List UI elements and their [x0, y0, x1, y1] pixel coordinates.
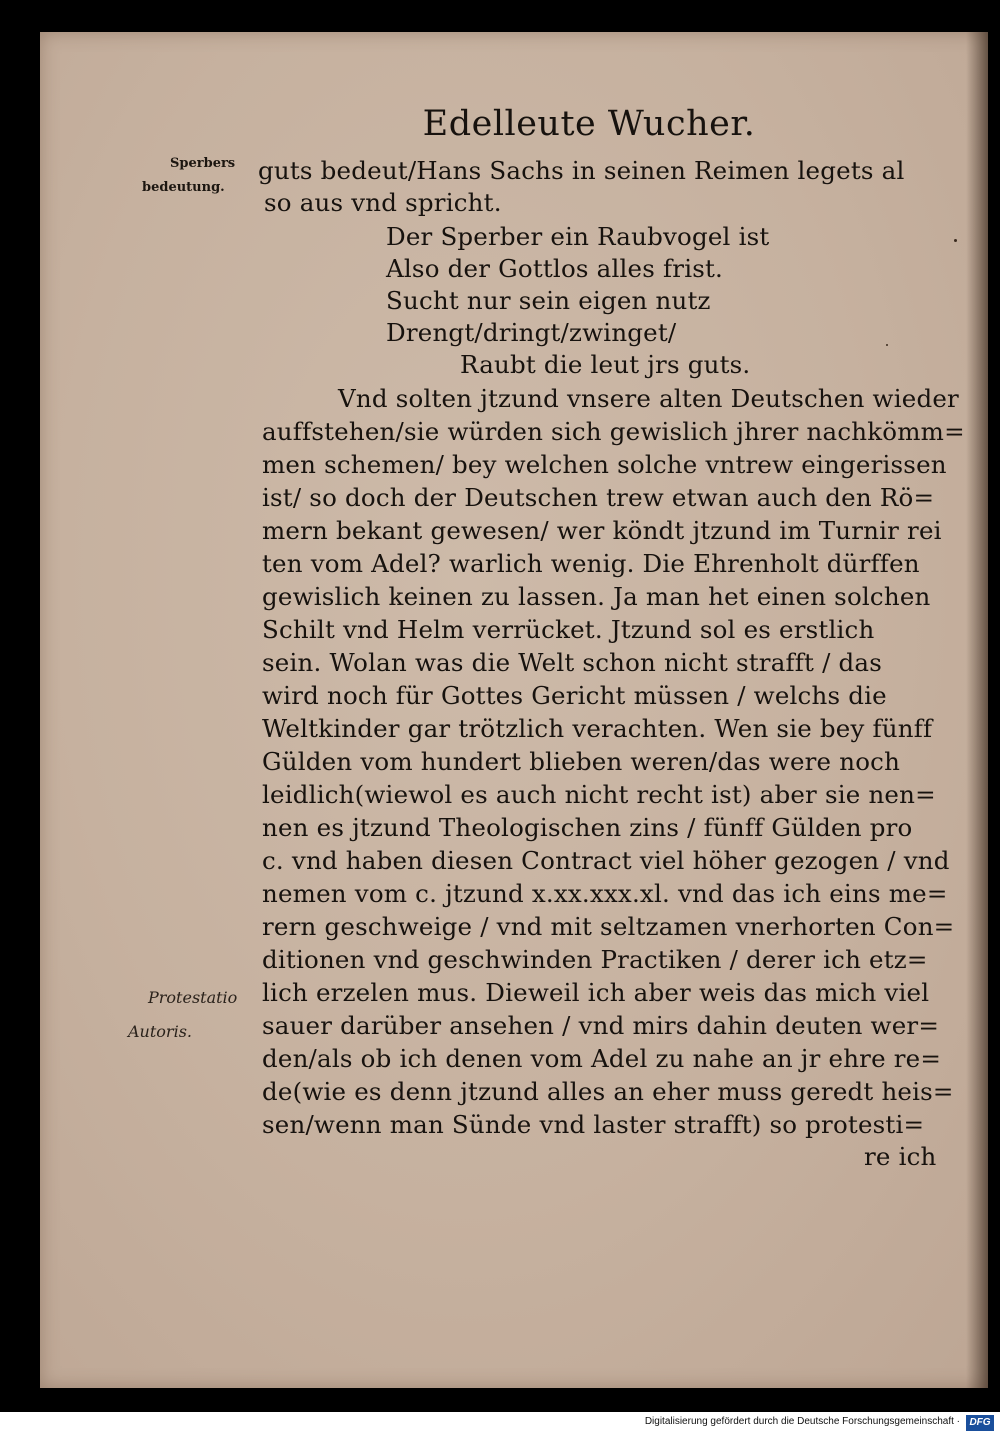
text-line: ten vom Adel? warlich wenig. Die Ehrenholt dürffen: [262, 549, 920, 578]
page-gutter-shadow: [966, 32, 988, 1388]
text-line: so aus vnd spricht.: [264, 188, 502, 217]
text-line: auffstehen/sie würden sich gewislich jhrer nachkömm=: [262, 417, 965, 446]
text-line: sauer darüber ansehen / vnd mirs dahin deuten wer=: [262, 1011, 940, 1040]
text-line: nemen vom c. jtzund x.xx.xxx.xl. vnd das ich eins me=: [262, 879, 948, 908]
margin-note-2-line-1: Protestatio: [148, 988, 238, 1007]
margin-note-1-line-1: Sperbers: [170, 156, 236, 171]
text-line: Schilt vnd Helm verrücket. Jtzund sol es erstlich: [262, 615, 875, 644]
verse-line: Drengt/dringt/zwinget/: [386, 318, 677, 347]
verse-line: Sucht nur sein eigen nutz: [386, 286, 711, 315]
dfg-logo-icon: DFG: [966, 1415, 994, 1431]
paper-speck: [886, 344, 888, 346]
book-page: [40, 32, 988, 1388]
text-line: Weltkinder gar trötzlich verachten. Wen sie bey fünff: [262, 714, 933, 743]
text-line: leidlich(wiewol es auch nicht recht ist) aber sie nen=: [262, 780, 936, 809]
text-line: rern geschweige / vnd mit seltzamen vnerhorten Con=: [262, 912, 955, 941]
verse-line: Der Sperber ein Raubvogel ist: [386, 222, 770, 251]
text-line: Vnd solten jtzund vnsere alten Deutschen wieder: [338, 384, 959, 413]
verse-line: Raubt die leut jrs guts.: [460, 350, 751, 379]
text-line: de(wie es denn jtzund alles an eher muss geredt heis=: [262, 1077, 954, 1106]
text-line: lich erzelen mus. Dieweil ich aber weis das mich viel: [262, 978, 930, 1007]
text-line: men schemen/ bey welchen solche vntrew eingerissen: [262, 450, 947, 479]
text-line: sein. Wolan was die Welt schon nicht strafft / das: [262, 648, 882, 677]
footer-bar: [0, 1412, 1000, 1435]
verse-line: Also der Gottlos alles frist.: [386, 254, 724, 283]
text-line: ditionen vnd geschwinden Practiken / derer ich etz=: [262, 945, 928, 974]
text-line: guts bedeut/Hans Sachs in seinen Reimen legets al: [258, 156, 905, 185]
running-head: Edelleute Wucher.: [422, 104, 756, 144]
margin-note-2-line-2: Autoris.: [128, 1022, 192, 1041]
text-line: mern bekant gewesen/ wer köndt jtzund im Turnir rei: [262, 516, 942, 545]
text-line: Gülden vom hundert blieben weren/das were noch: [262, 747, 901, 776]
text-line: c. vnd haben diesen Contract viel höher gezogen / vnd: [262, 846, 950, 875]
margin-note-1-line-2: bedeutung.: [142, 180, 225, 195]
text-line: wird noch für Gottes Gericht müssen / welchs die: [262, 681, 887, 710]
text-line: den/als ob ich denen vom Adel zu nahe an jr ehre re=: [262, 1044, 942, 1073]
text-line: gewislich keinen zu lassen. Ja man het einen solchen: [262, 582, 931, 611]
text-line: nen es jtzund Theologischen zins / fünff Gülden pro: [262, 813, 913, 842]
catchword: re ich: [864, 1142, 937, 1171]
paper-speck: [954, 239, 957, 242]
text-line: ist/ so doch der Deutschen trew etwan auch den Rö=: [262, 483, 935, 512]
text-line: sen/wenn man Sünde vnd laster strafft) so protesti=: [262, 1110, 925, 1139]
footer-credit-text: Digitalisierung gefördert durch die Deutsche Forschungsgemeinschaft ·: [644, 1416, 960, 1427]
